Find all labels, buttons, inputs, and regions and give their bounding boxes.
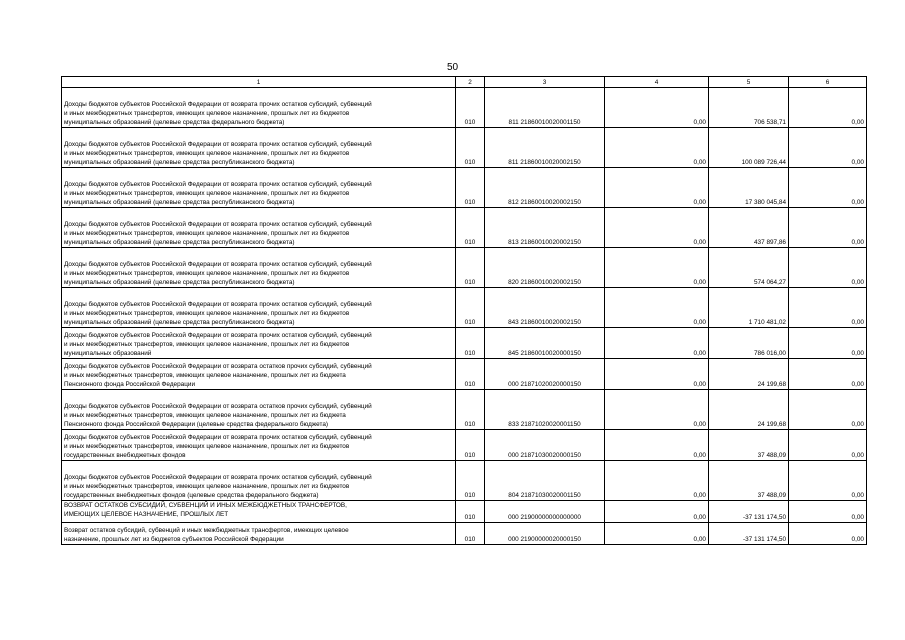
row-col4-cell: 0,00 (605, 248, 709, 288)
row-name-cell: Возврат остатков субсидий, субвенций и иных межбюджетных трансфертов, имеющих целевое назначение, прошлых лет из бюджетов субъектов Российской Федерации (62, 523, 456, 545)
row-name-cell: Доходы бюджетов субъектов Российской Федерации от возврата прочих остатков субсидий, субвенций и иных межбюджетных трансфертов, имеющих целевое назначение, прошлых лет из бюджетов государственных внебюджетных фондов (62, 430, 456, 461)
row-code-cell: 010 (456, 430, 485, 461)
row-col6-cell: 0,00 (789, 288, 867, 328)
column-header: 6 (789, 77, 867, 88)
table-row (62, 248, 867, 288)
column-header: 3 (485, 77, 605, 88)
row-col5-cell: 1 710 481,02 (709, 288, 789, 328)
row-col4-cell: 0,00 (605, 523, 709, 545)
row-col6-cell: 0,00 (789, 328, 867, 359)
row-col4-cell: 0,00 (605, 88, 709, 128)
row-col6-cell: 0,00 (789, 523, 867, 545)
page-number: 50 (446, 62, 459, 73)
row-col5-cell: 437 897,86 (709, 208, 789, 248)
row-col4-cell: 0,00 (605, 461, 709, 501)
row-col4-cell: 0,00 (605, 168, 709, 208)
table-row (62, 501, 867, 523)
row-col6-cell: 0,00 (789, 390, 867, 430)
row-col5-cell: 706 538,71 (709, 88, 789, 128)
row-kbk-cell: 811 21860010020001150 (485, 88, 605, 128)
row-kbk-cell: 820 21860010020002150 (485, 248, 605, 288)
column-header: 1 (62, 77, 456, 88)
table-row (62, 208, 867, 248)
row-col4-cell: 0,00 (605, 208, 709, 248)
row-code-cell: 010 (456, 168, 485, 208)
row-col5-cell: 24 199,68 (709, 390, 789, 430)
row-col6-cell: 0,00 (789, 461, 867, 501)
row-kbk-cell: 813 21860010020002150 (485, 208, 605, 248)
column-header: 5 (709, 77, 789, 88)
column-number-row (62, 77, 867, 88)
table-row (62, 288, 867, 328)
row-col5-cell: -37 131 174,50 (709, 501, 789, 523)
column-header: 2 (456, 77, 485, 88)
row-code-cell: 010 (456, 359, 485, 390)
row-name-cell: ВОЗВРАТ ОСТАТКОВ СУБСИДИЙ, СУБВЕНЦИЙ И ИНЫХ МЕЖБЮДЖЕТНЫХ ТРАНСФЕРТОВ, ИМЕЮЩИХ ЦЕЛЕВОЕ НАЗНАЧЕНИЕ, ПРОШЛЫХ ЛЕТ (62, 501, 456, 523)
row-col6-cell: 0,00 (789, 88, 867, 128)
row-kbk-cell: 843 21860010020002150 (485, 288, 605, 328)
row-name-cell: Доходы бюджетов субъектов Российской Федерации от возврата прочих остатков субсидий, субвенций и иных межбюджетных трансфертов, имеющих целевое назначение, прошлых лет из бюджетов муниципальных образований (целевые средства республиканского бюджета) (62, 208, 456, 248)
row-kbk-cell: 811 21860010020002150 (485, 128, 605, 168)
row-col4-cell: 0,00 (605, 390, 709, 430)
row-col5-cell: 100 089 726,44 (709, 128, 789, 168)
table-row (62, 88, 867, 128)
row-code-cell: 010 (456, 501, 485, 523)
row-code-cell: 010 (456, 328, 485, 359)
row-col6-cell: 0,00 (789, 359, 867, 390)
row-col5-cell: 574 064,27 (709, 248, 789, 288)
row-kbk-cell: 812 21860010020002150 (485, 168, 605, 208)
row-kbk-cell: 000 21871020020000150 (485, 359, 605, 390)
row-col5-cell: 786 016,00 (709, 328, 789, 359)
row-col5-cell: -37 131 174,50 (709, 523, 789, 545)
row-name-cell: Доходы бюджетов субъектов Российской Федерации от возврата прочих остатков субсидий, субвенций и иных межбюджетных трансфертов, имеющих целевое назначение, прошлых лет из бюджетов муниципальных образований (целевые средства республиканского бюджета) (62, 288, 456, 328)
row-name-cell: Доходы бюджетов субъектов Российской Федерации от возврата остатков прочих субсидий, субвенций и иных межбюджетных трансфертов, имеющих целевое назначение, прошлых лет из бюджета Пенсионного фонда Российской Федерации (62, 359, 456, 390)
row-code-cell: 010 (456, 523, 485, 545)
table-row (62, 390, 867, 430)
row-code-cell: 010 (456, 288, 485, 328)
row-kbk-cell: 845 21860010020000150 (485, 328, 605, 359)
row-name-cell: Доходы бюджетов субъектов Российской Федерации от возврата прочих остатков субсидий, субвенций и иных межбюджетных трансфертов, имеющих целевое назначение, прошлых лет из бюджетов муниципальных образований (целевые средства республиканского бюджета) (62, 128, 456, 168)
row-name-cell: Доходы бюджетов субъектов Российской Федерации от возврата прочих остатков субсидий, субвенций и иных межбюджетных трансфертов, имеющих целевое назначение, прошлых лет из бюджетов муниципальных образований (целевые средства федерального бюджета) (62, 88, 456, 128)
table-row (62, 168, 867, 208)
row-code-cell: 010 (456, 88, 485, 128)
table-row (62, 523, 867, 545)
row-col4-cell: 0,00 (605, 430, 709, 461)
row-kbk-cell: 833 21871020020001150 (485, 390, 605, 430)
row-col6-cell: 0,00 (789, 168, 867, 208)
row-col6-cell: 0,00 (789, 128, 867, 168)
row-code-cell: 010 (456, 208, 485, 248)
row-name-cell: Доходы бюджетов субъектов Российской Федерации от возврата прочих остатков субсидий, субвенций и иных межбюджетных трансфертов, имеющих целевое назначение, прошлых лет из бюджетов государственных внебюджетных фондов (целевые средства федерального бюджета) (62, 461, 456, 501)
column-header: 4 (605, 77, 709, 88)
report-table (61, 76, 867, 545)
row-name-cell: Доходы бюджетов субъектов Российской Федерации от возврата прочих остатков субсидий, субвенций и иных межбюджетных трансфертов, имеющих целевое назначение, прошлых лет из бюджетов муниципальных образований (целевые средства республиканского бюджета) (62, 248, 456, 288)
table-row (62, 359, 867, 390)
table-row (62, 430, 867, 461)
row-col6-cell: 0,00 (789, 430, 867, 461)
row-col4-cell: 0,00 (605, 359, 709, 390)
row-kbk-cell: 000 21871030020000150 (485, 430, 605, 461)
table-row (62, 128, 867, 168)
row-code-cell: 010 (456, 390, 485, 430)
row-kbk-cell: 804 21871030020001150 (485, 461, 605, 501)
table-row (62, 461, 867, 501)
row-name-cell: Доходы бюджетов субъектов Российской Федерации от возврата прочих остатков субсидий, субвенций и иных межбюджетных трансфертов, имеющих целевое назначение, прошлых лет из бюджетов муниципальных образований (целевые средства республиканского бюджета) (62, 168, 456, 208)
row-col5-cell: 24 199,68 (709, 359, 789, 390)
row-col4-cell: 0,00 (605, 328, 709, 359)
row-code-cell: 010 (456, 248, 485, 288)
row-kbk-cell: 000 21900000020000150 (485, 523, 605, 545)
row-col5-cell: 17 380 045,84 (709, 168, 789, 208)
row-col5-cell: 37 488,09 (709, 461, 789, 501)
row-col6-cell: 0,00 (789, 208, 867, 248)
row-col6-cell: 0,00 (789, 501, 867, 523)
row-col4-cell: 0,00 (605, 128, 709, 168)
row-code-cell: 010 (456, 461, 485, 501)
row-name-cell: Доходы бюджетов субъектов Российской Федерации от возврата остатков прочих субсидий, субвенций и иных межбюджетных трансфертов, имеющих целевое назначение, прошлых лет из бюджета Пенсионного фонда Российской Федерации (целевые средства федерального бюджета) (62, 390, 456, 430)
row-code-cell: 010 (456, 128, 485, 168)
row-col5-cell: 37 488,09 (709, 430, 789, 461)
row-kbk-cell: 000 21900000000000000 (485, 501, 605, 523)
row-col6-cell: 0,00 (789, 248, 867, 288)
row-col4-cell: 0,00 (605, 501, 709, 523)
row-col4-cell: 0,00 (605, 288, 709, 328)
table-row (62, 328, 867, 359)
row-name-cell: Доходы бюджетов субъектов Российской Федерации от возврата прочих остатков субсидий, субвенций и иных межбюджетных трансфертов, имеющих целевое назначение, прошлых лет из бюджетов муниципальных образований (62, 328, 456, 359)
